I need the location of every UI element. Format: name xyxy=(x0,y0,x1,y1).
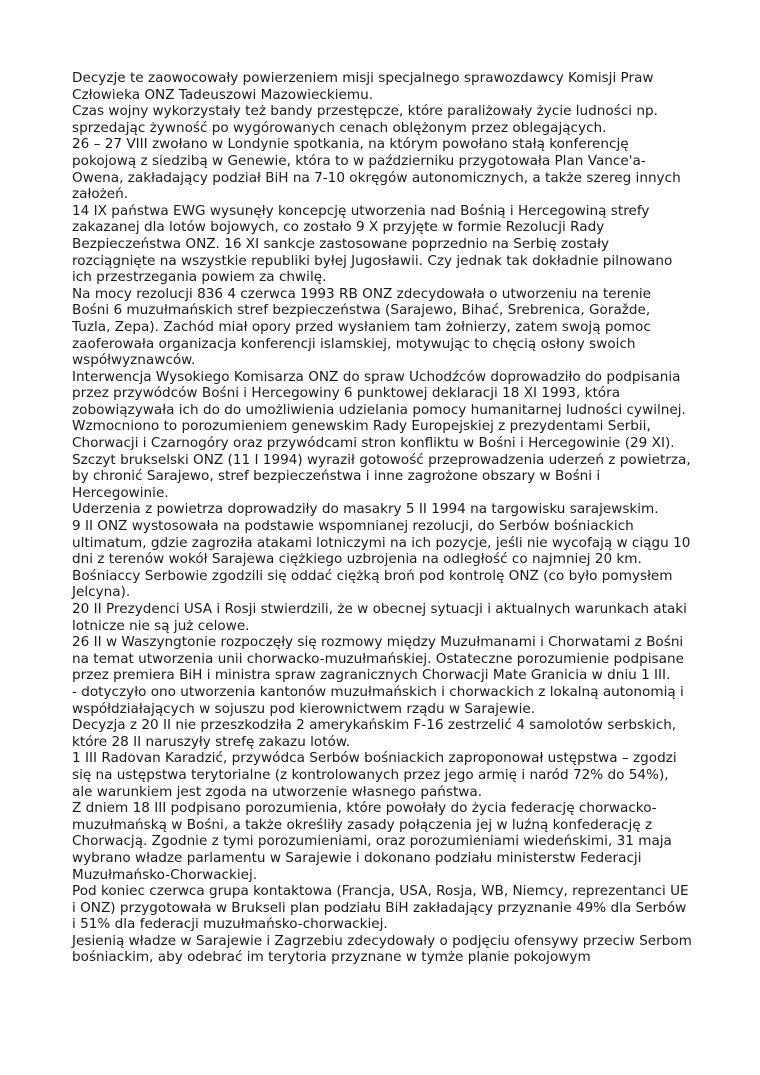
paragraph-1: Decyzje te zaowocowały powierzeniem misji specjalnego sprawozdawcy Komisji Praw Człowieka ONZ Tadeuszowi Mazowieckiemu. xyxy=(72,70,654,103)
document-page xyxy=(72,70,692,966)
paragraph-6: Interwencja Wysokiego Komisarza ONZ do spraw Uchodźców doprowadziło do podpisania przez przywódców Bośni i Hercegowiny 6 punktowej deklaracji 18 XI 1993, która zobowiązywała ich do do umożliwienia udzielania pomocy humanitarnej ludności cywilnej. Wzmocniono to porozumieniem genewskim Rady Europejskiej z prezydentami Serbii, Chorwacji i Czarnogóry oraz przywódcami stron konfliktu w Bośni i Hercegowinie (29 XI). xyxy=(72,368,686,452)
paragraph-14: 1 III Radovan Karadzić, przywódca Serbów bośniackich zaproponował ustępstwa – zgodzi się na ustępstwa terytorialne (z kontrolowanych przez jego armię i naród 72% do 54%), ale warunkiem jest zgoda na utworzenie własnego państwa. xyxy=(72,750,677,800)
paragraph-12: - dotyczyło ono utworzenia kantonów muzułmańskich i chorwackich z lokalną autonomią i współdziałających w sojuszu pod kierownictwem rządu w Sarajewie. xyxy=(72,683,684,717)
paragraph-7: Szczyt brukselski ONZ (11 I 1994) wyraził gotowość przeprowadzenia uderzeń z powietrza, by chronić Sarajewo, stref bezpieczeństwa i inne zagrożone obszary w Bośni i Hercegowinie. xyxy=(72,451,691,501)
paragraph-13: Decyzja z 20 II nie przeszkodziła 2 amerykańskim F-16 zestrzelić 4 samolotów serbskich, które 28 II naruszyły strefę zakazu lotów. xyxy=(72,717,677,750)
paragraph-5: Na mocy rezolucji 836 4 czerwca 1993 RB ONZ zdecydowała o utworzeniu na terenie Bośni 6 muzułmańskich stref bezpieczeństwa (Sarajewo, Bihać, Srebrenica, Goražde, Tuzla, Zepa). Zachód miał opory przed wysłaniem tam żołnierzy, zatem swoją pomoc zaoferowała organizacja konferencji islamskiej, motywując to chęcią osłony swoich współwyznawców. xyxy=(72,285,651,369)
paragraph-17: Jesienią władze w Sarajewie i Zagrzebiu zdecydowały o podjęciu ofensywy przeciw Serbom bośniackim, aby odebrać im terytoria przyznane w tymże planie pokojowym xyxy=(72,932,692,966)
paragraph-16: Pod koniec czerwca grupa kontaktowa (Francja, USA, Rosja, WB, Niemcy, reprezentanci UE i ONZ) przygotowała w Brukseli plan podziału BiH zakładający przyznanie 49% dla Serbów i 51% dla federacji muzułmańsko-chorwackiej. xyxy=(72,883,689,933)
paragraph-11: 26 II w Waszyngtonie rozpoczęły się rozmowy między Muzułmanami i Chorwatami z Bośni na temat utworzenia unii chorwacko-muzułmańskiej. Ostateczne porozumienie podpisane przez premiera BiH i ministra spraw zagranicznych Chorwacji Mate Granicia w dniu 1 III. xyxy=(72,634,684,684)
paragraph-10: 20 II Prezydenci USA i Rosji stwierdzili, że w obecnej sytuacji i aktualnych warunkach ataki lotnicze nie są już celowe. xyxy=(72,601,687,634)
paragraph-2: Czas wojny wykorzystały też bandy przestępcze, które paraliżowały życie ludności np. sprzedając żywność po wygórowanych cenach oblężonym przez oblegających. xyxy=(72,103,658,136)
paragraph-8: Uderzenia z powietrza doprowadziły do masakry 5 II 1994 na targowisku sarajewskim. xyxy=(72,501,659,518)
paragraph-9: 9 II ONZ wystosowała na podstawie wspomnianej rezolucji, do Serbów bośniackich ultimatum, gdzie zagroziła atakami lotniczymi na ich pozycje, jeśli nie wycofają w ciągu 10 dni z terenów wokół Sarajewa ciężkiego uzbrojenia na odległość co najmniej 20 km. Bośniaccy Serbowie zgodzili się oddać ciężką broń pod kontrolę ONZ (co było pomysłem Jelcyna). xyxy=(72,518,691,601)
paragraph-3: 26 – 27 VIII zwołano w Londynie spotkania, na którym powołano stałą konferencję pokojową z siedzibą w Genewie, która to w październiku przygotowała Plan Vance'a-Owena, zakładający podział BiH na 7-10 okręgów autonomicznych, a także szereg innych założeń. xyxy=(72,136,681,203)
paragraph-4: 14 IX państwa EWG wysunęły koncepcję utworzenia nad Bośnią i Hercegowiną strefy zakazanej dla lotów bojowych, co zostało 9 X przyjęte w formie Rezolucji Rady Bezpieczeństwa ONZ. 16 XI sankcje zastosowane poprzednio na Serbię zostały rozciągnięte na wszystkie republiki byłej Jugosławii. Czy jednak tak dokładnie pilnowano ich przestrzegania powiem za chwilę. xyxy=(72,202,673,286)
paragraph-15: Z dniem 18 III podpisano porozumienia, które powołały do życia federację chorwacko-muzułmańską w Bośni, a także określiły zasady połączenia jej w luźną konfederację z Chorwacją. Zgodnie z tymi porozumieniami, oraz porozumieniami wiedeńskimi, 31 maja wybrano władze parlamentu w Sarajewie i dokonano podziału ministerstw Federacji Muzułmańsko-Chorwackiej. xyxy=(72,800,672,883)
